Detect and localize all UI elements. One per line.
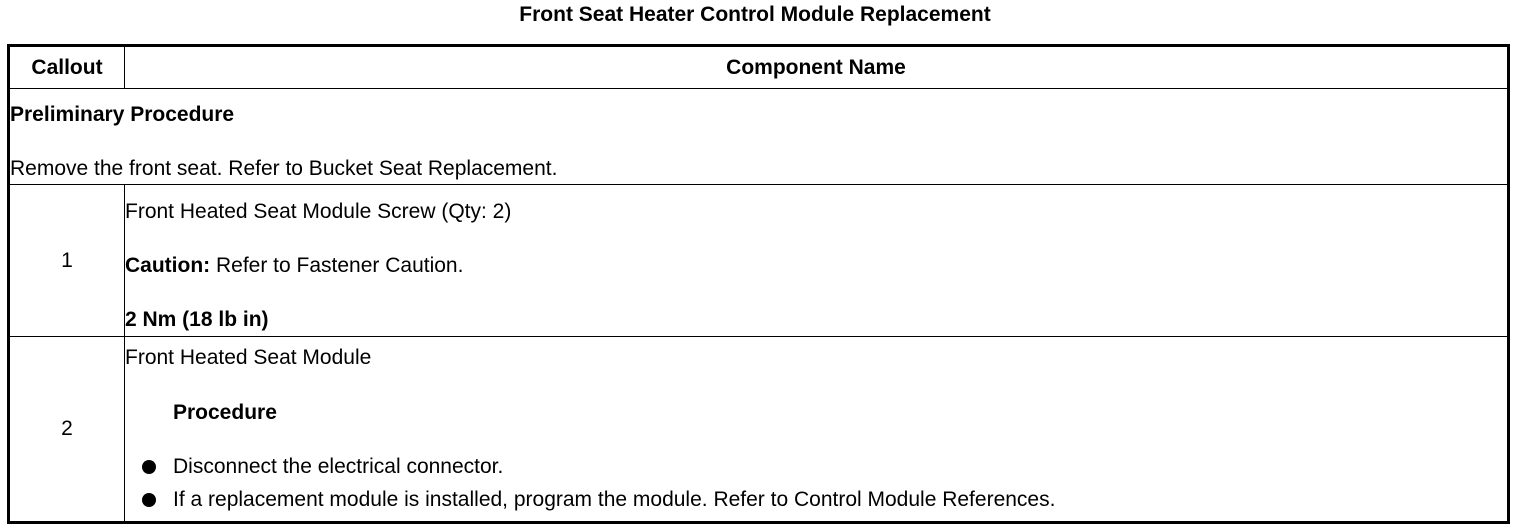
preliminary-heading: Preliminary Procedure	[10, 102, 235, 126]
table-row	[9, 185, 1509, 337]
preliminary-cell	[9, 89, 1509, 185]
preliminary-text: Remove the front seat. Refer to Bucket Seat Replacement.	[10, 156, 558, 180]
component-name: Front Heated Seat Module	[125, 346, 372, 369]
component-cell	[125, 337, 1509, 523]
table-header-row	[9, 46, 1509, 89]
table-row	[9, 337, 1509, 523]
bullet-icon	[142, 493, 156, 507]
component-cell	[125, 185, 1509, 337]
header-callout: Callout	[9, 46, 125, 89]
caution-label: Caution:	[125, 254, 211, 277]
page-title: Front Seat Heater Control Module Replacement	[519, 3, 991, 26]
procedure-table	[7, 44, 1510, 524]
header-component-name: Component Name	[125, 46, 1509, 89]
step-text: If a replacement module is installed, program the module. Refer to Control Module References.	[173, 488, 1056, 511]
procedure-heading: Procedure	[173, 401, 277, 424]
torque-spec: 2 Nm (18 lb in)	[125, 308, 269, 331]
callout-number: 1	[9, 185, 125, 337]
preliminary-row	[9, 89, 1509, 185]
procedure-steps	[125, 455, 1507, 512]
caution-note	[125, 254, 1507, 278]
list-item	[125, 455, 1507, 479]
step-text: Disconnect the electrical connector.	[173, 455, 504, 478]
bullet-icon	[142, 460, 156, 474]
component-name: Front Heated Seat Module Screw (Qty: 2)	[125, 200, 512, 223]
callout-number: 2	[9, 337, 125, 523]
caution-text: Refer to Fastener Caution.	[210, 254, 464, 277]
list-item	[125, 488, 1507, 512]
